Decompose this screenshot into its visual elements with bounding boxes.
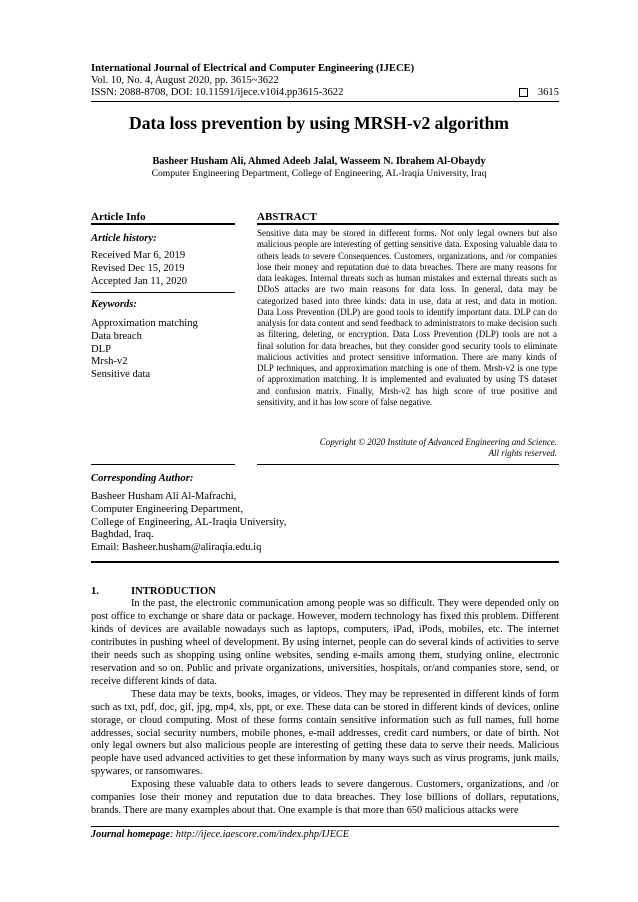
paragraph: These data may be texts, books, images, or videos. They may be represented in different kinds of form such as txt, pdf, doc, gif, jpg, mp4, xls, ppt, or exe. These data can be stored in different kinds of devices, online storage, or cloud computing. Most of these forms contain sensitive information such as full names, full home addresses, social security numbers, mobile phones, e-mail addresses, credit card numbers, or date of birth. Not only legal owners but also malicious people are interesting of getting these data to serve their needs. Malicious people have used advanced activities to get these information by many ways such as virus programs, junk mails, spywares, or ransomwares. xyxy=(91,688,559,778)
corresponding-heading: Corresponding Author: xyxy=(91,473,194,484)
paper-title: Data loss prevention by using MRSH-v2 algorithm xyxy=(129,113,509,133)
corresponding-dept: Computer Engineering Department, xyxy=(91,503,244,515)
keywords-list xyxy=(91,318,198,382)
paragraph: In the past, the electronic communication among people was so difficult. They were depended only on post office to exchange or share data or package. However, modern technology has fixed this problem. Different kinds of devices are available nowadays such as laptops, computers, iPad, iPods, mobiles, etc. The internet contributes in pushing wheel of development. By using internet, people can do several kinds of activities to serve their needs such as shopping using online websites, sending e-mails among them, studying online, electronic reservation and so on. Public and private organizations, universities, hospitals, or/and companies store, send, or receive different kinds of data. xyxy=(91,598,559,687)
abstract-heading: ABSTRACT xyxy=(257,211,317,223)
authors: Basheer Husham Ali, Ahmed Adeeb Jalal, Wasseem N. Ibrahem Al-Obaydy xyxy=(152,156,486,167)
article-info-heading: Article Info xyxy=(91,211,146,223)
history-received: Received Mar 6, 2019 xyxy=(91,250,186,261)
history-accepted: Accepted Jan 11, 2020 xyxy=(91,275,188,287)
corresponding-email: Email: Basheer.husham@aliraqia.edu.iq xyxy=(91,542,262,554)
corresponding-city: Baghdad, Iraq. xyxy=(91,529,154,541)
header-rule xyxy=(91,101,559,102)
volume-info: Vol. 10, No. 4, August 2020, pp. 3615~3622 xyxy=(91,75,279,86)
page-number-block xyxy=(519,87,559,98)
article-info-rule xyxy=(91,223,235,225)
homepage-url[interactable]: : http://ijece.iaescore.com/index.php/IJECE xyxy=(169,829,349,840)
abstract-rule xyxy=(257,223,559,225)
keyword: Data breach xyxy=(91,330,142,342)
section-title: INTRODUCTION xyxy=(131,586,216,597)
abstract-text: Sensitive data may be stored in different forms. Not only legal owners but also malicious people are interesting of getting sensitive data. Exposing valuable data to others leads to severe Consequences. Customers, organizations, and /or companies lose their money and reputation due to data breaches. There are many reasons for data leakages. Internal threats such as human mistakes and external threats such as DDoS attacks are two main reasons for data loss. In general, data may be categorized based into three kinds: data in use, data at rest, and data in motion. Data Loss Prevention (DLP) are good tools to identify important data. DLP can do analysis for data content and send feedback to administrators to make decision such as filtering, deleting, or encryption. Data Loss Prevention (DLP) tools are not a final solution for data breaches, but they consider good security tools to eliminate malicious activities and protect sensitive information. There are many kinds of DLP techniques, and approximation matching is one of them. Mrsh-v2 is one type of approximation matching. It is implemented and evaluated by using TS dataset and confusion matrix. Finally, Mrsh-v2 has high score of true positive and sensitivity, and it has low score of false negative. xyxy=(257,228,557,407)
history-revised: Revised Dec 15, 2019 xyxy=(91,262,185,274)
history-rule xyxy=(91,292,235,293)
page-number: 3615 xyxy=(537,87,559,98)
keyword: Sensitive data xyxy=(91,369,151,381)
issn-doi: ISSN: 2088-8708, DOI: 10.11591/ijece.v10i4.pp3615-3622 xyxy=(91,87,344,98)
copyright-line: Copyright © 2020 Institute of Advanced Engineering and Science. xyxy=(319,437,557,447)
history-list xyxy=(91,250,187,288)
keyword: Approximation matching xyxy=(91,318,198,329)
corresponding-name: Basheer Husham Ali Al-Mafrachi, xyxy=(91,491,237,502)
copyright-rights: All rights reserved. xyxy=(488,448,557,459)
keywords-heading: Keywords: xyxy=(91,299,137,310)
keyword: Mrsh-v2 xyxy=(91,356,128,368)
footer-rule xyxy=(91,826,559,827)
introduction-body xyxy=(91,598,559,818)
paragraph: Exposing these valuable data to others leads to severe dangerous. Customers, organizations, and /or companies lose their money and reputation due to data breaches. They lose billions of dollars, reputations, brands. There are many examples about that. One example is that more than 650 malicious attacks were xyxy=(91,779,559,817)
journal-homepage xyxy=(91,829,349,840)
corresponding-college: College of Engineering, AL-Iraqia University, xyxy=(91,516,287,528)
square-icon xyxy=(519,88,528,97)
section-number: 1. xyxy=(91,586,99,597)
history-heading: Article history: xyxy=(91,233,157,244)
journal-name: International Journal of Electrical and Computer Engineering (IJECE) xyxy=(91,63,415,74)
section-heading-introduction xyxy=(91,586,216,597)
keywords-rule xyxy=(91,464,235,465)
affiliation: Computer Engineering Department, College of Engineering, AL-Iraqia University, Iraq xyxy=(151,168,487,179)
corresponding-details xyxy=(91,491,286,555)
front-matter-rule xyxy=(91,561,559,563)
copyright xyxy=(257,437,557,460)
keyword: DLP xyxy=(91,343,112,355)
homepage-label: Journal homepage xyxy=(91,829,170,840)
abstract-bottom-rule xyxy=(257,464,559,465)
